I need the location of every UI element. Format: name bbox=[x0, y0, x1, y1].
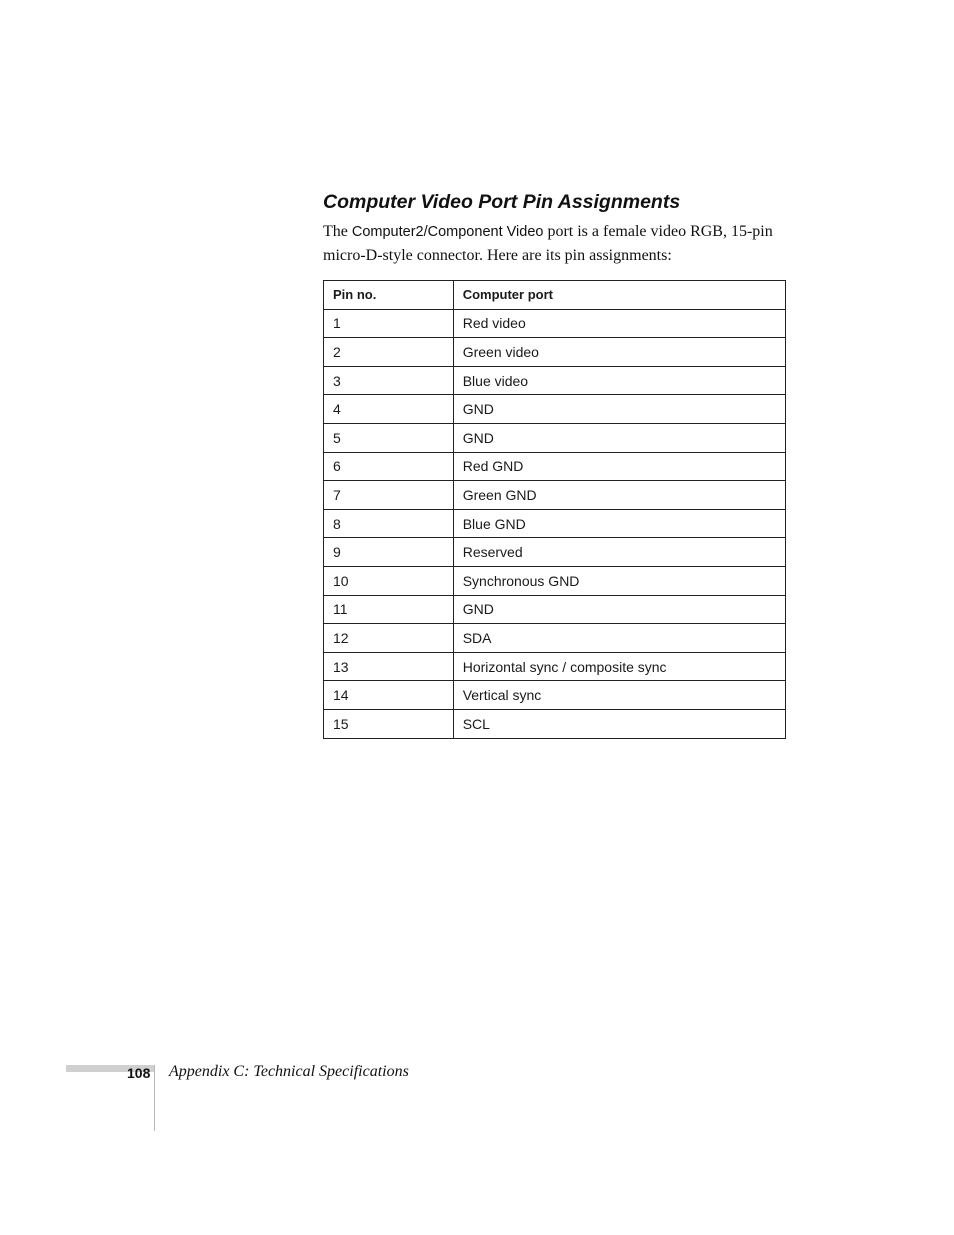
page-number: 108 bbox=[127, 1065, 151, 1081]
pin-assignment-table bbox=[323, 280, 786, 739]
pin-signal-cell: Red GND bbox=[453, 452, 785, 481]
pin-signal-cell: GND bbox=[453, 595, 785, 624]
pin-number-cell: 8 bbox=[324, 509, 454, 538]
pin-number-cell: 11 bbox=[324, 595, 454, 624]
pin-number-cell: 15 bbox=[324, 709, 454, 738]
port-name: Computer2/Component Video bbox=[351, 224, 544, 240]
pin-signal-cell: Reserved bbox=[453, 538, 785, 567]
intro-paragraph bbox=[323, 220, 793, 267]
pin-number-cell: 10 bbox=[324, 566, 454, 595]
pin-signal-cell: Horizontal sync / composite sync bbox=[453, 652, 785, 681]
table-row bbox=[324, 709, 786, 738]
pin-signal-cell: Blue video bbox=[453, 366, 785, 395]
pin-signal-cell: Green video bbox=[453, 338, 785, 367]
table-row bbox=[324, 423, 786, 452]
table-body bbox=[324, 309, 786, 738]
pin-number-cell: 7 bbox=[324, 481, 454, 510]
pin-signal-cell: SDA bbox=[453, 624, 785, 653]
table-row bbox=[324, 452, 786, 481]
header-pin-no: Pin no. bbox=[324, 281, 454, 310]
intro-text-after: port is a female video RGB, 15-pin micro-D-style connector. Here are its pin assignments: bbox=[323, 223, 773, 264]
table-row bbox=[324, 366, 786, 395]
intro-text-before: The bbox=[323, 223, 352, 240]
table-row bbox=[324, 309, 786, 338]
pin-signal-cell: SCL bbox=[453, 709, 785, 738]
pin-number-cell: 1 bbox=[324, 309, 454, 338]
table-row bbox=[324, 481, 786, 510]
pin-number-cell: 3 bbox=[324, 366, 454, 395]
pin-signal-cell: GND bbox=[453, 395, 785, 424]
pin-number-cell: 14 bbox=[324, 681, 454, 710]
pin-number-cell: 4 bbox=[324, 395, 454, 424]
running-footer-title: Appendix C: Technical Specifications bbox=[169, 1063, 409, 1080]
table-row bbox=[324, 681, 786, 710]
footer-vertical-rule bbox=[154, 1065, 155, 1131]
pin-number-cell: 6 bbox=[324, 452, 454, 481]
table-row bbox=[324, 395, 786, 424]
table-row bbox=[324, 338, 786, 367]
pin-number-cell: 5 bbox=[324, 423, 454, 452]
pin-signal-cell: Synchronous GND bbox=[453, 566, 785, 595]
pin-signal-cell: Red video bbox=[453, 309, 785, 338]
pin-signal-cell: Green GND bbox=[453, 481, 785, 510]
pin-signal-cell: GND bbox=[453, 423, 785, 452]
table-header-row bbox=[324, 281, 786, 310]
table-row bbox=[324, 538, 786, 567]
section-title: Computer Video Port Pin Assignments bbox=[323, 191, 681, 213]
pin-signal-cell: Blue GND bbox=[453, 509, 785, 538]
pin-signal-cell: Vertical sync bbox=[453, 681, 785, 710]
table-row bbox=[324, 509, 786, 538]
pin-number-cell: 2 bbox=[324, 338, 454, 367]
header-computer-port: Computer port bbox=[453, 281, 785, 310]
pin-number-cell: 12 bbox=[324, 624, 454, 653]
table-row bbox=[324, 566, 786, 595]
table-row bbox=[324, 624, 786, 653]
pin-number-cell: 13 bbox=[324, 652, 454, 681]
pin-number-cell: 9 bbox=[324, 538, 454, 567]
table-row bbox=[324, 595, 786, 624]
table-row bbox=[324, 652, 786, 681]
